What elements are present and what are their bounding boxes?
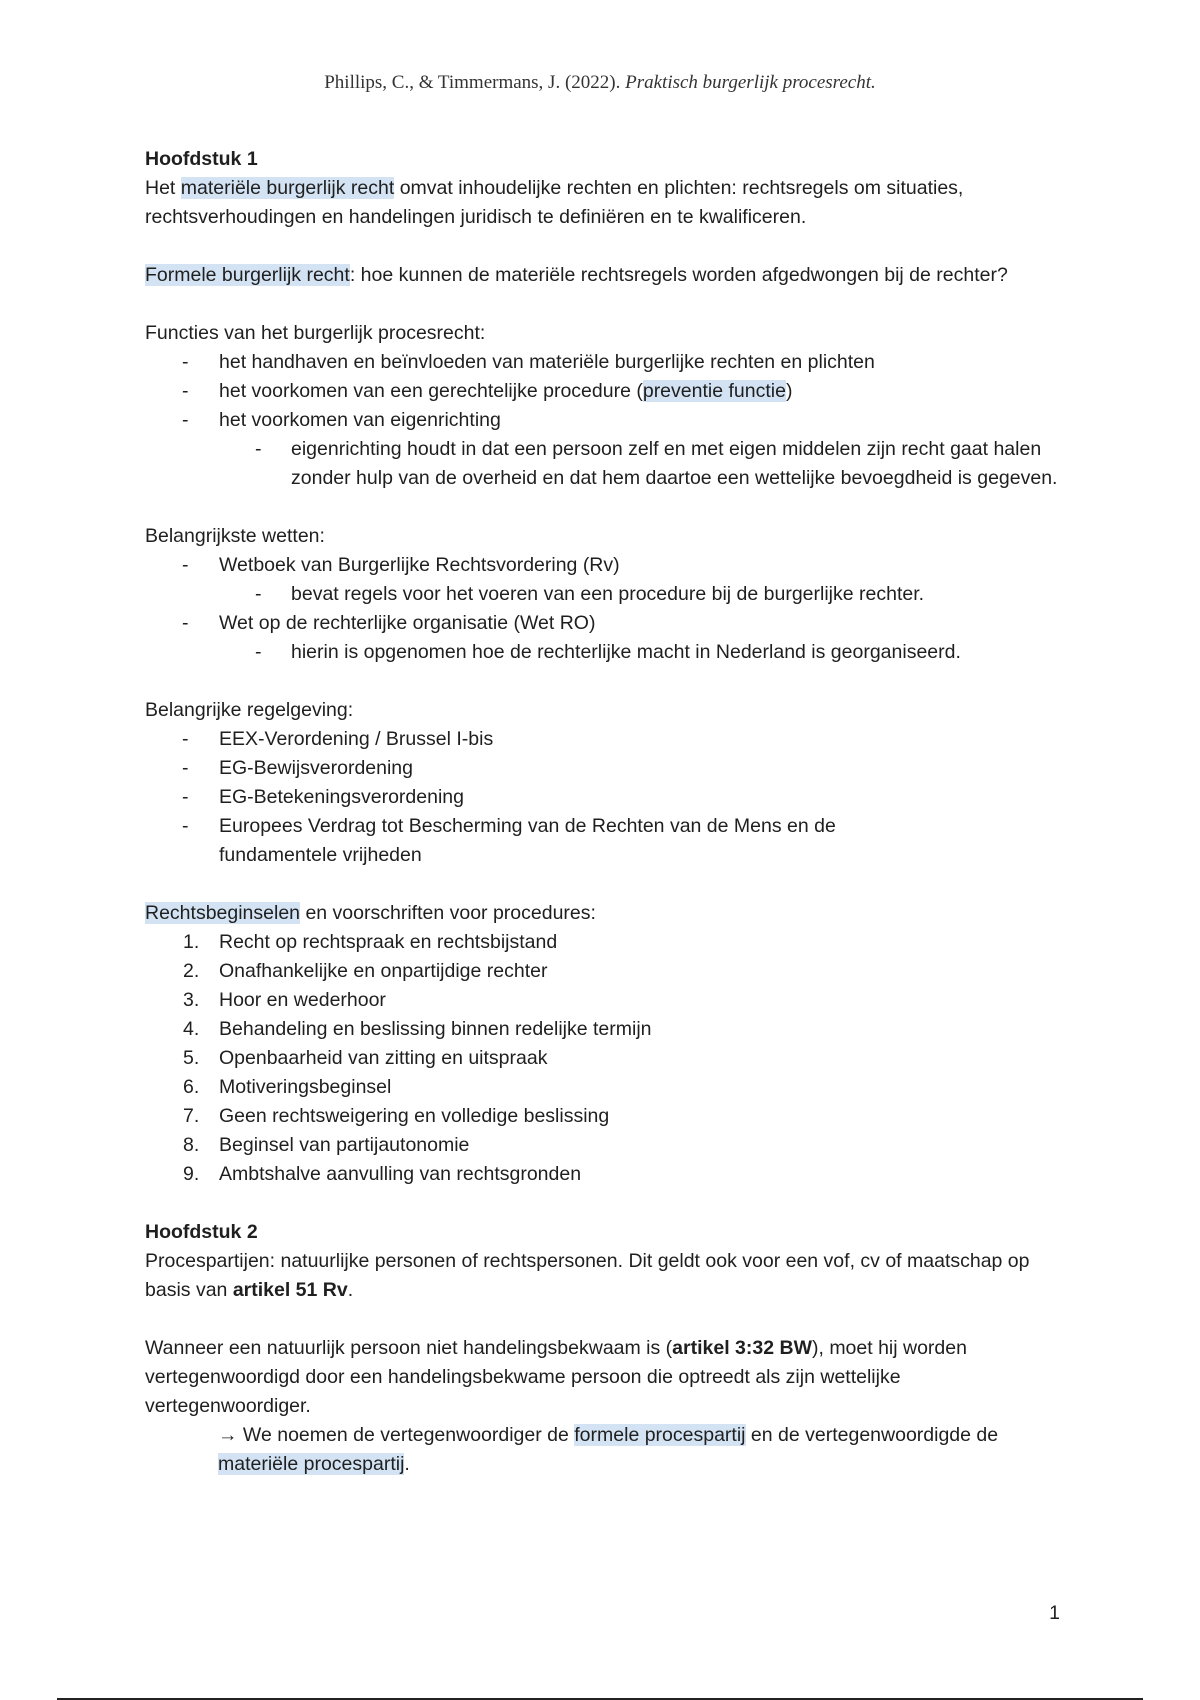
list-item: - het voorkomen van eigenrichting	[182, 409, 501, 431]
numbered-item: 9. Ambtshalve aanvulling van rechtsgronden	[183, 1163, 582, 1185]
numbered-item: 6. Motiveringsbeginsel	[183, 1076, 392, 1098]
highlight-materiele-recht: materiële burgerlijk recht	[180, 177, 395, 199]
page-number: 1	[1049, 1602, 1060, 1624]
procespartijen-paragraph: Procespartijen: natuurlijke personen of rechtspersonen. Dit geldt ook voor een vof, cv of maatschap op basis van artikel 51 Rv.	[145, 1250, 1030, 1301]
list-item: - het handhaven en beïnvloeden van materiële burgerlijke rechten en plichten	[182, 351, 875, 373]
list-item: - Wetboek van Burgerlijke Rechtsvordering (Rv)	[182, 554, 620, 576]
document-body	[145, 145, 1065, 1479]
list-item: - het voorkomen van een gerechtelijke procedure (preventie functie)	[182, 380, 793, 402]
highlight-formele-procespartij: formele procespartij	[574, 1424, 746, 1446]
header-book-title: Praktisch burgerlijk procesrecht.	[625, 72, 876, 93]
highlight-rechtsbeginselen: Rechtsbeginselen	[145, 902, 301, 924]
handelingsbekwaam-paragraph: Wanneer een natuurlijk persoon niet handelingsbekwaam is (artikel 3:32 BW), moet hij worden vertegenwoordigd door een handelingsbekwame persoon die optreedt als zijn wettelijke vertegenwoordiger.	[145, 1337, 967, 1417]
sub-list-item: - eigenrichting houdt in dat een persoon zelf en met eigen middelen zijn recht gaat halen zonder hulp van de overheid en dat hem daartoe een wettelijke bevoegdheid is gegeven.	[255, 438, 1058, 489]
list-item: - EG-Betekeningsverordening	[182, 786, 464, 808]
numbered-item: 8. Beginsel van partijautonomie	[183, 1134, 470, 1156]
regulations-title: Belangrijke regelgeving:	[145, 699, 354, 721]
article-reference: artikel 51 Rv	[232, 1279, 348, 1301]
chapter-1-heading: Hoofdstuk 1	[145, 148, 258, 170]
highlight-preventie-functie: preventie functie	[642, 380, 786, 402]
material-law-paragraph: Het materiële burgerlijk recht omvat inhoudelijke rechten en plichten: rechtsregels om situaties, rechtsverhoudingen en handelingen juridisch te definiëren en te kwalificeren.	[145, 177, 964, 228]
header-authors: Phillips, C., & Timmermans, J. (2022).	[324, 72, 621, 93]
highlight-formele-recht: Formele burgerlijk recht	[145, 264, 350, 286]
sub-list-item: - hierin is opgenomen hoe de rechterlijke macht in Nederland is georganiseerd.	[255, 641, 961, 663]
formal-law-paragraph: Formele burgerlijk recht: hoe kunnen de materiële rechtsregels worden afgedwongen bij de rechter?	[145, 264, 1008, 286]
functions-title: Functies van het burgerlijk procesrecht:	[145, 322, 486, 344]
highlight-materiele-procespartij: materiële procespartij	[218, 1453, 405, 1475]
numbered-item: 2. Onafhankelijke en onpartijdige rechter	[183, 960, 548, 982]
list-item: - EG-Bewijsverordening	[182, 757, 414, 779]
numbered-item: 7. Geen rechtsweigering en volledige beslissing	[183, 1105, 610, 1127]
list-item: - EEX-Verordening / Brussel I-bis	[182, 728, 494, 750]
numbered-item: 5. Openbaarheid van zitting en uitspraak	[183, 1047, 548, 1069]
numbered-item: 1. Recht op rechtspraak en rechtsbijstand	[183, 931, 558, 953]
list-item: - Wet op de rechterlijke organisatie (Wet RO)	[182, 612, 596, 634]
chapter-2-heading: Hoofdstuk 2	[145, 1221, 258, 1243]
document-header	[0, 72, 1200, 94]
list-item: - Europees Verdrag tot Bescherming van de Rechten van de Mens en de fundamentele vrijheden	[182, 815, 836, 866]
article-reference: artikel 3:32 BW	[672, 1337, 812, 1359]
principles-title: Rechtsbeginselen en voorschriften voor procedures:	[145, 902, 596, 924]
numbered-item: 4. Behandeling en beslissing binnen redelijke termijn	[183, 1018, 652, 1040]
numbered-item: 3. Hoor en wederhoor	[183, 989, 386, 1011]
sub-list-item: - bevat regels voor het voeren van een procedure bij de burgerlijke rechter.	[255, 583, 925, 605]
procespartij-note: → We noemen de vertegenwoordiger de formele procespartij en de vertegenwoordigde de materiële procespartij.	[218, 1424, 999, 1475]
laws-title: Belangrijkste wetten:	[145, 525, 325, 547]
